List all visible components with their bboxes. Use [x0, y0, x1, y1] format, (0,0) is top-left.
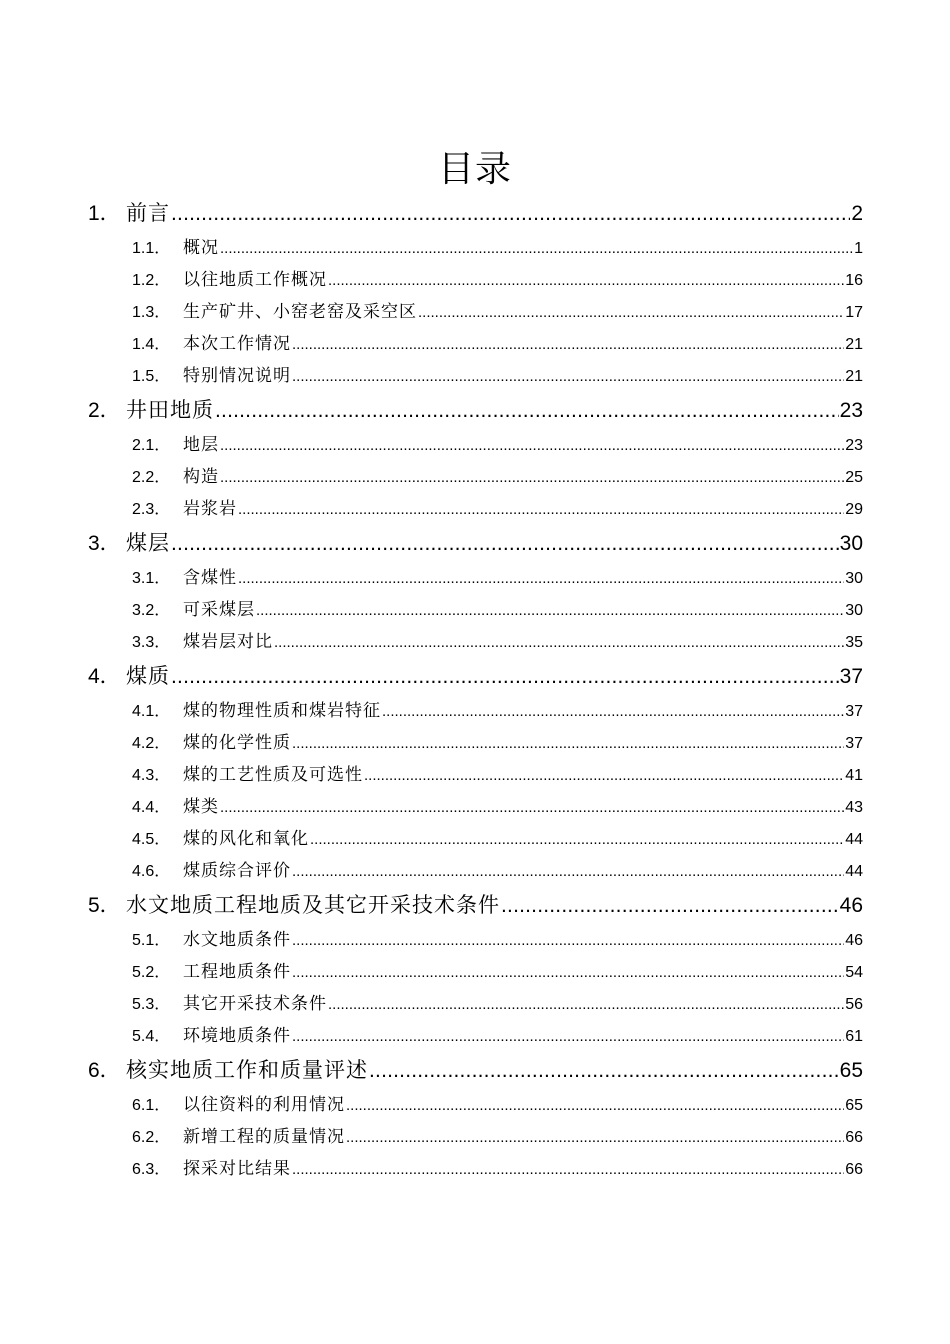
toc-subsection-6-3[interactable] [88, 1153, 863, 1185]
toc-subsection-4-1[interactable] [88, 695, 863, 727]
toc-entry-number: 1.5． [132, 368, 171, 385]
toc-leader-dots [501, 887, 839, 924]
toc-section-5[interactable] [88, 887, 863, 924]
toc-page-number: 41 [845, 767, 863, 784]
toc-entry-number: 4.6． [132, 863, 171, 880]
toc-section-2[interactable] [88, 392, 863, 429]
toc-subsection-4-6[interactable] [88, 855, 863, 887]
toc-page-number: 66 [845, 1129, 863, 1146]
toc-leader-dots [328, 989, 844, 1021]
toc-entry-label: 岩浆岩 [183, 499, 237, 518]
toc-entry-label: 煤岩层对比 [183, 632, 273, 651]
toc-subsection-3-2[interactable] [88, 594, 863, 626]
toc-subsection-5-1[interactable] [88, 924, 863, 956]
toc-entry-label: 生产矿井、小窑老窑及采空区 [183, 302, 417, 321]
toc-entry-number: 5.2． [132, 964, 171, 981]
toc-page-number: 21 [845, 336, 863, 353]
toc-entry-number: 2.1． [132, 437, 171, 454]
toc-entry-number: 5． [88, 894, 121, 917]
toc-subsection-5-3[interactable] [88, 988, 863, 1020]
toc-entry-label: 探采对比结果 [183, 1159, 291, 1178]
toc-entry-label: 构造 [183, 467, 219, 486]
toc-page-number: 23 [845, 437, 863, 454]
toc-entry-label: 煤层 [126, 531, 170, 555]
toc-page-number: 65 [845, 1097, 863, 1114]
toc-leader-dots [171, 525, 839, 562]
toc-entry-number: 2.3． [132, 501, 171, 518]
toc-entry-number: 5.1． [132, 932, 171, 949]
toc-entry-number: 4.4． [132, 799, 171, 816]
toc-entry-label: 新增工程的质量情况 [183, 1127, 345, 1146]
table-of-contents [88, 195, 863, 1185]
toc-entry-label: 水文地质工程地质及其它开采技术条件 [126, 893, 500, 917]
toc-entry-label: 工程地质条件 [183, 962, 291, 981]
toc-leader-dots [328, 265, 844, 297]
toc-entry-label: 前言 [126, 201, 170, 225]
toc-page-number: 44 [845, 863, 863, 880]
toc-leader-dots [220, 792, 844, 824]
toc-page-number: 61 [845, 1028, 863, 1045]
toc-page-number: 43 [845, 799, 863, 816]
toc-page-number: 25 [845, 469, 863, 486]
toc-leader-dots [215, 392, 839, 429]
toc-page-number: 46 [839, 894, 863, 917]
toc-page-number: 21 [845, 368, 863, 385]
toc-page-number: 65 [839, 1059, 863, 1082]
toc-entry-number: 6． [88, 1059, 121, 1082]
toc-entry-label: 煤的物理性质和煤岩特征 [183, 701, 381, 720]
toc-leader-dots [220, 233, 853, 265]
toc-entry-number: 3.2． [132, 602, 171, 619]
toc-page-number: 30 [845, 570, 863, 587]
toc-leader-dots [292, 1021, 844, 1053]
toc-entry-label: 以往地质工作概况 [183, 270, 327, 289]
toc-leader-dots [369, 1052, 839, 1089]
toc-entry-label: 煤质 [126, 664, 170, 688]
toc-section-1[interactable] [88, 195, 863, 232]
toc-section-3[interactable] [88, 525, 863, 562]
toc-subsection-5-4[interactable] [88, 1020, 863, 1052]
toc-subsection-4-3[interactable] [88, 759, 863, 791]
toc-page-number: 44 [845, 831, 863, 848]
toc-subsection-4-4[interactable] [88, 791, 863, 823]
toc-leader-dots [292, 361, 844, 393]
toc-leader-dots [292, 728, 844, 760]
toc-entry-label: 水文地质条件 [183, 930, 291, 949]
toc-subsection-2-3[interactable] [88, 493, 863, 525]
toc-page-number: 16 [845, 272, 863, 289]
toc-entry-label: 地层 [183, 435, 219, 454]
toc-page-number: 37 [845, 703, 863, 720]
toc-page-number: 66 [845, 1161, 863, 1178]
toc-page-number: 1 [854, 240, 863, 257]
toc-subsection-6-2[interactable] [88, 1121, 863, 1153]
toc-leader-dots [346, 1090, 844, 1122]
toc-subsection-5-2[interactable] [88, 956, 863, 988]
toc-entry-number: 3． [88, 532, 121, 555]
toc-subsection-2-1[interactable] [88, 429, 863, 461]
toc-leader-dots [220, 462, 844, 494]
toc-leader-dots [256, 595, 844, 627]
toc-entry-number: 6.1． [132, 1097, 171, 1114]
toc-leader-dots [220, 430, 844, 462]
toc-entry-number: 5.4． [132, 1028, 171, 1045]
toc-page-number: 35 [845, 634, 863, 651]
toc-entry-label: 其它开采技术条件 [183, 994, 327, 1013]
toc-entry-number: 1.1． [132, 240, 171, 257]
toc-leader-dots [171, 195, 850, 232]
toc-subsection-4-2[interactable] [88, 727, 863, 759]
toc-entry-number: 4.1． [132, 703, 171, 720]
toc-subsection-1-1[interactable] [88, 232, 863, 264]
toc-entry-number: 5.3． [132, 996, 171, 1013]
toc-page-number: 56 [845, 996, 863, 1013]
toc-subsection-1-4[interactable] [88, 328, 863, 360]
toc-entry-label: 本次工作情况 [183, 334, 291, 353]
toc-entry-number: 2.2． [132, 469, 171, 486]
toc-subsection-1-3[interactable] [88, 296, 863, 328]
toc-entry-number: 1.2． [132, 272, 171, 289]
toc-entry-label: 含煤性 [183, 568, 237, 587]
toc-page-number: 54 [845, 964, 863, 981]
toc-entry-label: 可采煤层 [183, 600, 255, 619]
toc-leader-dots [171, 658, 839, 695]
toc-section-4[interactable] [88, 658, 863, 695]
toc-entry-number: 2． [88, 399, 121, 422]
toc-subsection-2-2[interactable] [88, 461, 863, 493]
toc-leader-dots [238, 494, 844, 526]
toc-subsection-3-3[interactable] [88, 626, 863, 658]
toc-entry-label: 煤类 [183, 797, 219, 816]
toc-entry-label: 煤的化学性质 [183, 733, 291, 752]
toc-leader-dots [292, 856, 844, 888]
toc-entry-label: 特别情况说明 [183, 366, 291, 385]
toc-subsection-3-1[interactable] [88, 562, 863, 594]
toc-page-number: 23 [839, 399, 863, 422]
toc-subsection-1-5[interactable] [88, 360, 863, 392]
toc-entry-number: 3.3． [132, 634, 171, 651]
toc-section-6[interactable] [88, 1052, 863, 1089]
toc-entry-label: 以往资料的利用情况 [183, 1095, 345, 1114]
toc-leader-dots [292, 925, 844, 957]
toc-leader-dots [364, 760, 844, 792]
toc-entry-number: 4.3． [132, 767, 171, 784]
toc-entry-number: 3.1． [132, 570, 171, 587]
toc-page-number: 46 [845, 932, 863, 949]
toc-page-number: 37 [839, 665, 863, 688]
toc-entry-number: 4． [88, 665, 121, 688]
toc-leader-dots [310, 824, 844, 856]
toc-entry-number: 6.2． [132, 1129, 171, 1146]
toc-subsection-6-1[interactable] [88, 1089, 863, 1121]
toc-leader-dots [292, 1154, 844, 1186]
toc-entry-number: 4.5． [132, 831, 171, 848]
toc-page-number: 30 [839, 532, 863, 555]
toc-subsection-4-5[interactable] [88, 823, 863, 855]
toc-leader-dots [292, 957, 844, 989]
toc-subsection-1-2[interactable] [88, 264, 863, 296]
toc-leader-dots [274, 627, 844, 659]
toc-entry-label: 核实地质工作和质量评述 [126, 1058, 368, 1082]
toc-entry-label: 井田地质 [126, 398, 214, 422]
toc-entry-label: 煤质综合评价 [183, 861, 291, 880]
toc-leader-dots [346, 1122, 844, 1154]
toc-leader-dots [382, 696, 844, 728]
toc-page-number: 29 [845, 501, 863, 518]
toc-entry-label: 煤的风化和氧化 [183, 829, 309, 848]
toc-entry-number: 6.3． [132, 1161, 171, 1178]
toc-entry-label: 概况 [183, 238, 219, 257]
toc-entry-label: 环境地质条件 [183, 1026, 291, 1045]
toc-page-number: 37 [845, 735, 863, 752]
toc-entry-number: 1.3． [132, 304, 171, 321]
toc-entry-number: 1.4． [132, 336, 171, 353]
toc-entry-number: 4.2． [132, 735, 171, 752]
toc-leader-dots [292, 329, 844, 361]
toc-leader-dots [238, 563, 844, 595]
toc-leader-dots [418, 297, 844, 329]
toc-entry-label: 煤的工艺性质及可选性 [183, 765, 363, 784]
toc-page-number: 2 [851, 202, 863, 225]
toc-title: 目录 [437, 149, 512, 190]
toc-page-number: 17 [845, 304, 863, 321]
toc-entry-number: 1． [88, 202, 121, 225]
toc-page-number: 30 [845, 602, 863, 619]
